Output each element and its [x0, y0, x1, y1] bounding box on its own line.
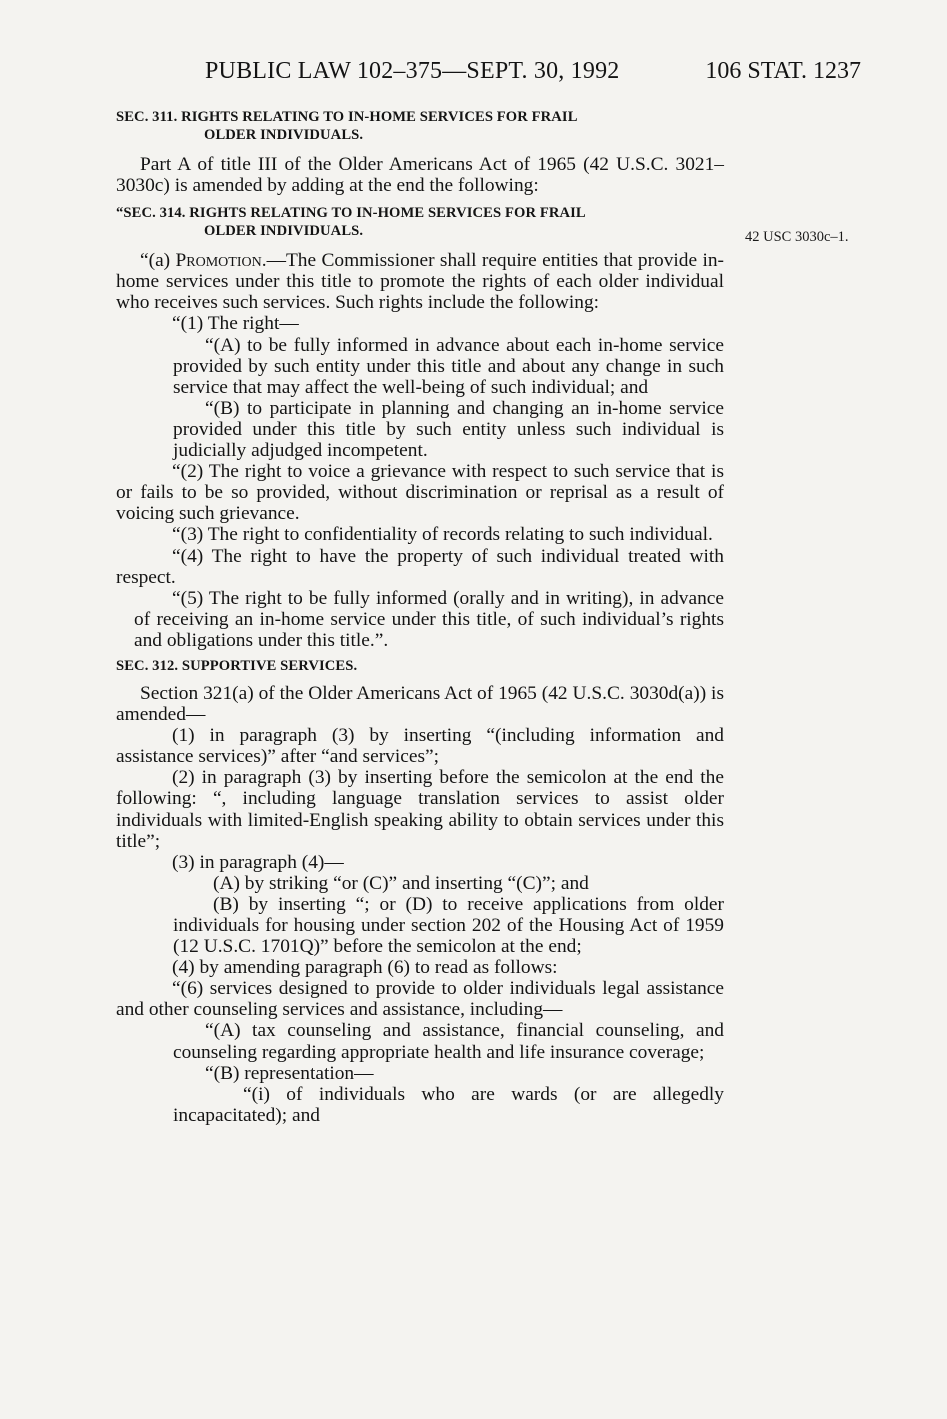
subparagraph-1B: “(B) to participate in planning and changing an in-home service provided under this title by such entity unless such individual is judicially adjudged incompetent. [173, 397, 724, 462]
section-311-heading: SEC. 311. RIGHTS RELATING TO IN-HOME SERVICES FOR FRAIL OLDER INDIVIDUALS. [116, 109, 578, 143]
section-312-heading: SEC. 312. SUPPORTIVE SERVICES. [116, 657, 358, 674]
amendment-1: (1) in paragraph (3) by inserting “(including information and assistance services)” after “and services”; [116, 725, 724, 768]
section-311-intro: Part A of title III of the Older Americans Act of 1965 (42 U.S.C. 3021–3030c) is amended by adding at the end the following: [116, 154, 724, 197]
amendment-4: (4) by amending paragraph (6) to read as follows: [172, 957, 558, 979]
subsection-a: “(a) Promotion.—The Commissioner shall require entities that provide in-home services under this title to promote the rights of each older individual who receives such services. Such rights include the following: [116, 250, 724, 314]
amendment-4B: “(B) representation— [205, 1062, 374, 1084]
subparagraph-1A: “(A) to be fully informed in advance about each in-home service provided by such entity under this title and about any change in such service that may affect the well-being of such individual; and [173, 334, 724, 398]
paragraph-2: “(2) The right to voice a grievance with respect to such service that is or fails to be so provided, without discrimination or reprisal as a result of voicing such grievance. [116, 461, 724, 525]
law-citation: PUBLIC LAW 102–375—SEPT. 30, 1992 [205, 58, 620, 84]
paragraph-3: “(3) The right to confidentiality of records relating to such individual. [172, 524, 713, 546]
document-body [116, 108, 724, 1126]
margin-citation: 42 USC 3030c–1. [745, 229, 849, 245]
amendment-3B: (B) by inserting “; or (D) to receive applications from older individuals for housing under section 202 of the Housing Act of 1959 (12 U.S.C. 1701Q)” before the semicolon at the end; [173, 893, 724, 958]
amendment-3A: (A) by striking “or (C)” and inserting “(C)”; and [213, 872, 589, 894]
section-314-heading: “SEC. 314. RIGHTS RELATING TO IN-HOME SERVICES FOR FRAIL OLDER INDIVIDUALS. [116, 205, 586, 240]
amendment-2: (2) in paragraph (3) by inserting before the semicolon at the end the following: “, including language translation services to assist older individuals with limited-English speaking ability to obtain services under this title”; [116, 767, 724, 852]
amendment-4Bi: “(i) of individuals who are wards (or are allegedly incapacitated); and [173, 1083, 724, 1126]
amendment-4-text: “(6) services designed to provide to older individuals legal assistance and other counseling services and assistance, including— [116, 978, 724, 1021]
amendment-4A: “(A) tax counseling and assistance, financial counseling, and counseling regarding appropriate health and life insurance coverage; [173, 1020, 724, 1063]
section-312-intro: Section 321(a) of the Older Americans Act of 1965 (42 U.S.C. 3030d(a)) is amended— [116, 682, 724, 726]
statute-page: 106 STAT. 1237 [705, 58, 861, 84]
paragraph-1: “(1) The right— [172, 313, 299, 335]
page-header [205, 58, 861, 90]
paragraph-5: “(5) The right to be fully informed (orally and in writing), in advance of receiving an in-home service under this title, of such individual’s rights and obligations under this title.”. [134, 587, 724, 651]
paragraph-4: “(4) The right to have the property of such individual treated with respect. [116, 545, 724, 588]
amendment-3: (3) in paragraph (4)— [172, 851, 344, 873]
